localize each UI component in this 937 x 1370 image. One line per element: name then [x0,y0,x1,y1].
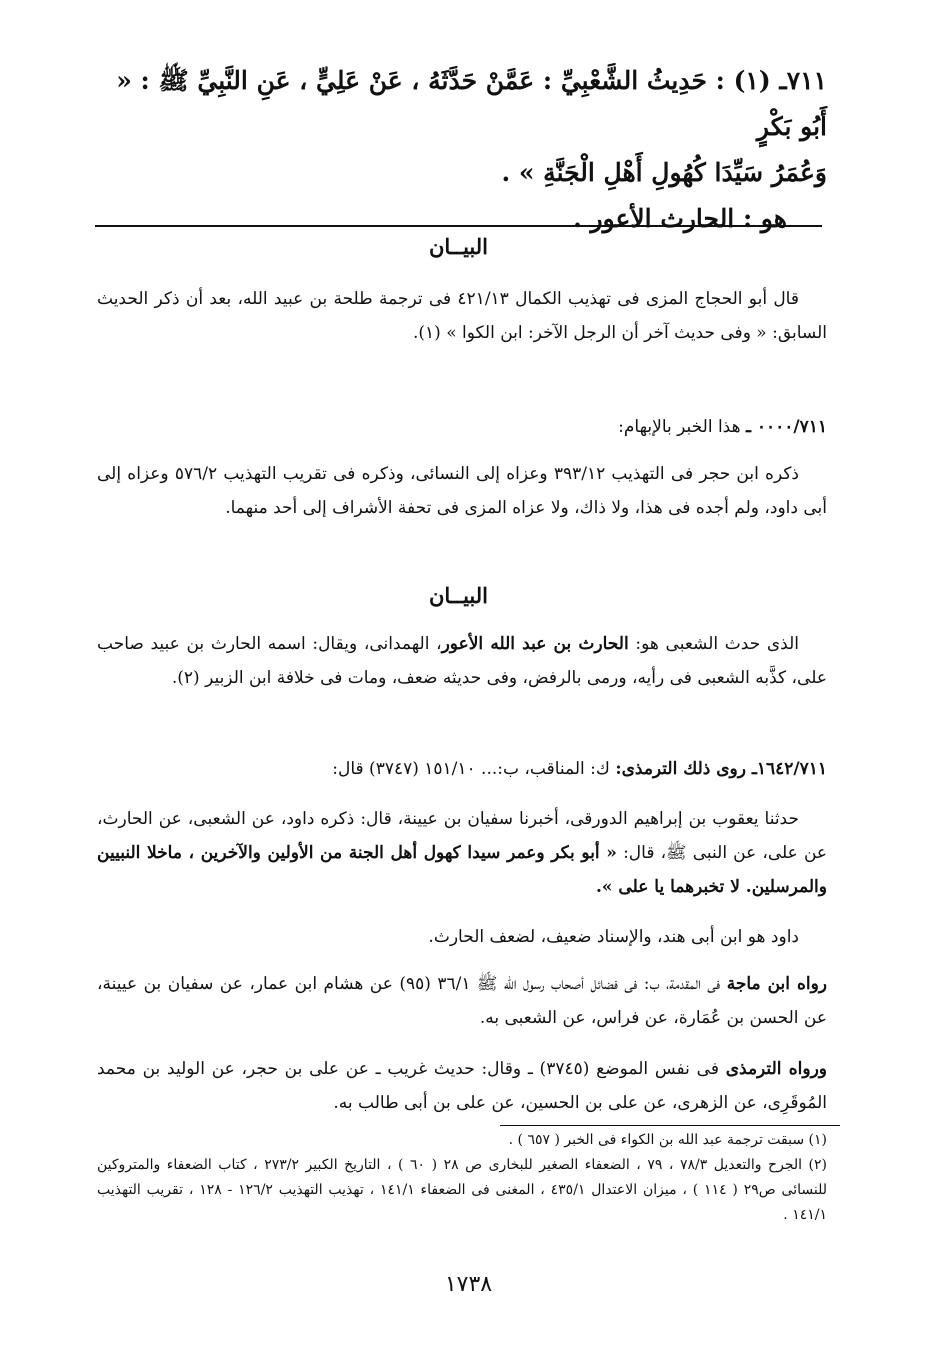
tirmidhi-reference: ك: المناقب، ب:... ١٥١/١٠ (٣٧٤٧) قال: [332,759,610,779]
tirmidhi-entry-number: ١٦٤٢/٧١١ـ روى ذلك الترمذى: [615,759,827,779]
footnotes [97,1128,827,1228]
p4-rest: ، الهمدانى، ويقال: اسمه الحارث بن عبيد صاحب على، كذَّبه الشعبى فى رأيه، ورمى بالرفض، وفى حديثه ضعف، ومات فى خلافة ابن الزبير (٢). [97,634,827,688]
section-title-bayan-2: البيــان [428,583,489,608]
paragraph-3 [97,457,827,525]
paragraph-7 [97,920,827,954]
paragraph-1-text: قال أبو الحجاج المزى فى تهذيب الكمال ٤٢١/١٣ فى ترجمة طلحة بن عبيد الله، بعد أن ذكر الحديث السابق: « وفى حديث آخر أن الرجل الآخر: ابن الكوا » (١). [97,289,827,343]
header-line-1: ٧١١ـ (١) : حَدِيثُ الشَّعْبِيِّ : عَمَّنْ حَدَّثَهُ ، عَنْ عَلِيٍّ ، عَنِ النَّبِيِّ ﷺ : « أَبُو بَكْرٍ [116,66,827,141]
hadith-header [97,58,827,242]
paragraph-2 [97,410,827,444]
page-number: ١٧٣٨ [444,1272,493,1297]
tirmidhi-text: فى نفس الموضع (٣٧٤٥) ـ وقال: حديث غريب ـ عن على بن حجر، عن الوليد بن محمد المُوقَرِى، عن الزهرى، عن على بن الحسين، عن على بن أبى طالب به. [97,1059,827,1113]
footnote-1: (١) سبقت ترجمة عبد الله بن الكواء فى الخبر ( ٦٥٧ ) . [508,1132,827,1148]
paragraph-7-text: داود هو ابن أبى هند، والإسناد ضعيف، لضعف الحارث. [428,927,799,947]
paragraph-3-text: ذكره ابن حجر فى التهذيب ٣٩٣/١٢ وعزاه إلى النسائى، وذكره فى تقريب التهذيب ٥٧٦/٢ وعزاه إلى أبى داود، ولم أجده فى هذا، ولا ذاك، ولا عزاه المزى فى تحفة الأشراف إلى أحد منهما. [97,464,827,518]
narrator-name: الحارث بن عبد الله الأعور [441,634,629,654]
section-title-bayan-1: البيــان [428,234,489,259]
header-divider [95,225,822,227]
ibn-majah-text: فى المقدمة، ب: فى فضائل أصحاب رسول الله ﷺ ٣٦/١ (٩٥) عن هشام ابن عمار، عن سفيان بن عيينة، عن الحسن بن عُمَارة، عن فراس، عن الشعبى به. [97,974,827,1028]
footnote-divider [500,1125,840,1126]
tirmidhi-label: ورواه الترمذى [725,1059,828,1079]
footnote-2: (٢) الجرح والتعديل ٧٨/٣ ، ٧٩ ، الضعفاء الصغير للبخارى ص ٢٨ ( ٦٠ ) ، التاريخ الكبير ٢٧٣/٢ ، كتاب الضعفاء والمتروكين للنسائى ص٢٩ ( ١١٤ ) ، ميزان الاعتدال ٤٣٥/١ ، المغنى فى الضعفاء ١٤١/١ ، تهذيب التهذيب ١٢٦/٢ - ١٢٨ ، تقريب التهذيب ١٤١/١ . [97,1157,827,1223]
p4-intro: الذى حدث الشعبى هو: [635,634,800,654]
paragraph-9 [97,1052,827,1120]
isnad-text: حدثنا يعقوب بن إبراهيم الدورقى، أخبرنا سفيان بن عيينة، قال: ذكره داود، عن الشعبى، عن الحارث، عن على، عن النبى ﷺ، قال: [97,809,828,863]
entry-number: ٠٠٠٠/٧١١ ـ [745,417,827,437]
paragraph-8 [97,967,827,1035]
entry-title: هذا الخبر بالإبهام: [618,417,741,437]
paragraph-6 [97,802,827,904]
ibn-majah-label: رواه ابن ماجة [726,974,827,994]
header-narrator: هو : الحارث الأعور . [573,204,787,233]
paragraph-4 [97,627,827,695]
header-line-2: وَعُمَرُ سَيِّدَا كُهُولِ أَهْلِ الْجَنَّةِ » . [501,158,827,187]
matn-text: « أبو بكر وعمر سيدا كهول أهل الجنة من الأولين والآخرين ، ماخلا النبيين والمرسلين. لا تخبرهما يا على ». [97,843,827,897]
paragraph-1 [97,282,827,350]
paragraph-5 [97,752,827,786]
